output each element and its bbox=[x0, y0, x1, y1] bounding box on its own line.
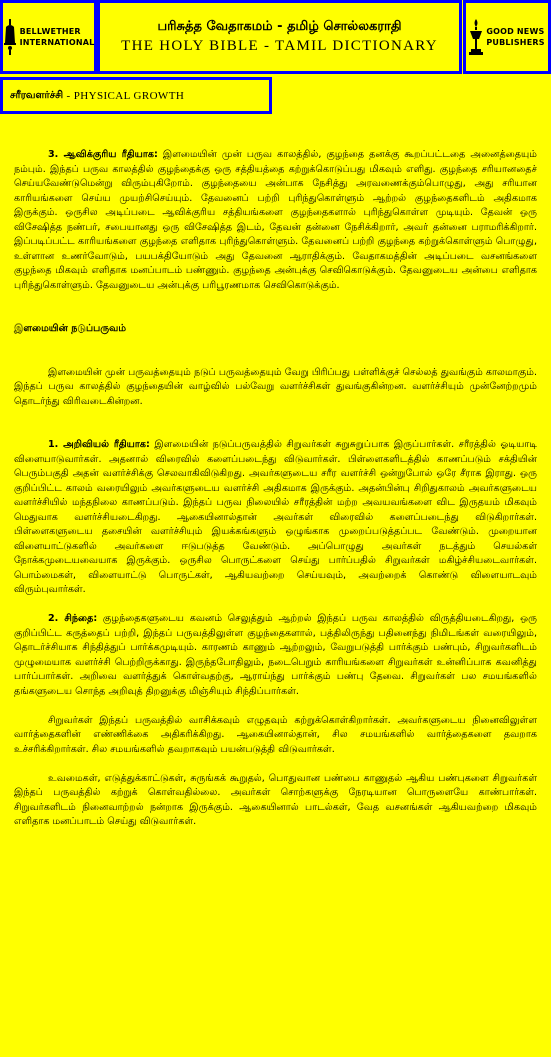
dictionary-title-box bbox=[97, 0, 462, 74]
paragraph-mind bbox=[14, 612, 537, 699]
publisher-logo-right bbox=[463, 0, 551, 74]
paragraph-text: இளமையின் முன் பருவ காலத்தில், குழந்தை தனக்கு கூறப்பட்டதை அனைத்தையும் நம்பும். இந்தப் பருவ காலத்தில் குழந்தைக்கு ஒரு சத்தியத்தை கற்றுக்கொடுப்பது மிகவும் எளிது. குழந்தை சரியானதைச் செய்யவேண்டுமென்று விரும்புகிறோம். குழந்தையை அன்பாக நேசித்து அரவணைக்கும்பொழுது, அது சரியான காரியங்களை செய்ய முயற்சிசெய்யும். தேவனைப் பற்றி புரிந்துகொள்ளும் ஆற்றல் குழந்தைகளிடம் அதிகமாக இருக்கும். ஒருசில அடிப்படை ஆவிக்குரிய சத்தியங்களை குழந்தைகளால் புரிந்துகொள்ள முடியும். தேவன் ஒரு விசேஷித்த நண்பர், சபையானது ஒரு விசேஷித்த இடம், தேவன் தன்னை நேசிக்கிறார், அவர் தன்னை பராமரிக்கிறார். இப்படிப்பட்ட காரியங்களை குழந்தை எளிதாக புரிந்துகொள்ளும். தேவனைப் பற்றி குழந்தை கற்றுக்கொள்ளும் பொழுது, உள்ளான உணர்வோடும், பயபக்தியோடும் அது தேவனை ஆராதிக்கும். வேதாகமத்தின் அடிப்படை வசனங்களை குழந்தை மிகவும் எளிதாக மனப்பாடம் பண்ணும். குழந்தை அன்புக்கு செவிகொடுக்கும். தேவனுடைய அன்பை எளிதாக புரிந்துகொள்ளும். தேவனுடைய அன்புக்கு பரிபூரணமாக செவிகொடுக்கும். bbox=[14, 149, 538, 291]
paragraph-memory bbox=[14, 772, 537, 830]
logo-right-line2: PUBLISHERS bbox=[486, 38, 545, 47]
paragraph-text: குழந்தைகளுடைய கவனம் செலுத்தும் ஆற்றல் இந்தப் பருவ காலத்தில் விருத்தியடைகிறது, ஒரு குறிப்பிட்ட கருத்தைப் பற்றி, இந்தப் பருவத்திலுள்ள குழந்தைகளால், பத்திலிருந்து பதினைந்து நிமிடங்கள் வரையிலும், தொடர்ச்சியாக சிந்தித்துப் பார்க்கமுடியும். காரணம் காணும் ஆற்றலும், வேறுபடுத்தி பார்க்கும் பண்பும், சிறுவர்களிடம் முழுமையாக வளர்ச்சி பெற்றிருக்காது. இருந்தபோதிலும், நடைபெறும் காரியங்களை சிறுவர்கள் உன்னிப்பாக கவனித்து பார்ப்பார்கள். அறிவை வளர்த்துக் கொள்வதற்கு, ஆராய்ந்து பார்க்கும் பண்பு தேவை. சிறுவர்கள் பல சமயங்களில் தங்களுடைய சொந்த அறிவுத் திறனுக்கு மிஞ்சியும் சிந்திப்பார்கள். bbox=[14, 613, 538, 697]
title-tamil: பரிசுத்த வேதாகமம் - தமிழ் சொல்லகராதி bbox=[157, 19, 402, 34]
title-english: THE HOLY BIBLE - TAMIL DICTIONARY bbox=[121, 38, 438, 54]
paragraph-text: சிறுவர்கள் இந்தப் பருவத்தில் வாசிக்கவும் எழுதவும் கற்றுக்கொள்கிறார்கள். அவர்களுடைய நினைவிலுள்ள வார்த்தைகளின் எண்ணிக்கை அதிகரிக்கிறது. ஆகையினால்தான், சில சமயங்களில் வார்த்தைகளை தவறாக உச்சரிக்கிறார்கள். சில சமயங்களில் தவறாகவும் பயன்படுத்தி விடுவார்கள். bbox=[14, 714, 537, 755]
paragraph-lead: 1. அறிவியல் ரீதியாக: bbox=[48, 439, 150, 450]
section-title-tamil: சரீரவளர்ச்சி bbox=[10, 89, 64, 101]
article-body bbox=[14, 148, 537, 844]
section-title-english: - PHYSICAL GROWTH bbox=[66, 89, 185, 102]
paragraph-text: இளமையின் முன் பருவத்தையும் நடுப் பருவத்தையும் வேறு பிரிப்பது பள்ளிக்குச் செல்லத் துவங்கும் காலமாகும். இந்தப் பருவ காலத்தில் குழந்தையின் வாழ்வில் பல்வேறு வளர்ச்சிகள் துவங்குகின்றன. வளர்ச்சியும் முன்னேற்றமும் தொடர்ந்து விரிவடைகின்றன. bbox=[14, 366, 537, 407]
logo-left-line2: INTERNATIONAL bbox=[19, 38, 95, 47]
publisher-logo-left bbox=[0, 0, 97, 74]
logo-right-line1: GOOD NEWS bbox=[486, 27, 545, 36]
paragraph-text: உவமைகள், எடுத்துக்காட்டுகள், சுருங்கக் கூறுதல், பொதுவான பண்பை காணுதல் ஆகிய பண்புகளை சிறுவர்கள் இந்தப் பருவத்தில் கற்றுக் கொள்வதில்லை. அவர்கள் சொற்களுக்கு நேரடியான பொருளையே காண்பார்கள். சிறுவர்களிடம் நினைவாற்றல் நன்றாக இருக்கும். ஆகையினால் பாடல்கள், வேத வசனங்கள் ஆகியவற்றை மிகவும் எளிதாக மனப்பாடம் செய்து விடுவார்கள். bbox=[14, 772, 537, 827]
paragraph-lead: 2. சிந்தை: bbox=[48, 613, 98, 624]
paragraph-text: இளமையின் நடுப்பருவத்தில் சிறுவர்கள் சுறுசுறுப்பாக இருப்பார்கள். சரீரத்தில் ஓடியாடி விளையாடுவார்கள். அதனால் விரைவில் களைப்படைந்து விடுவார்கள். பிள்ளைகளிடத்தில் காணப்படும் சக்தியின் பெரும்பகுதி அதன் வளர்ச்சிக்கு செலவாகிவிடுகிறது. அவர்களுடைய சரீர வளர்ச்சி ஒன்றுபோல் ஒரே சீராக இராது. ஒரு குறிப்பிட்ட காலம் வரையிலும் அவர்களுடைய வளர்ச்சி அதிகமாக இருக்கும். அதன்பின்பு சிறிதுகாலம் அவர்களுடைய வளர்ச்சியில் மந்தநிலை காணப்படும். இந்தப் பருவ நிலையில் சரீரத்தின் மற்ற அவயவங்களை விட இருதயம் மிகவும் மெதுவாக வளர்ச்சியடைகிறது. ஆகையினால்தான் அவர்கள் விரைவில் களைப்படைந்து விடுகிறார்கள். பிள்ளைகளுடைய தசையின் வளர்ச்சியும் இயக்கங்களும் ஒழுங்காக முறைப்படுத்தப்பட வேண்டும். முறையான விளையாட்டுகளில் அவர்களை ஈடுபடுத்த வேண்டும். அப்பொழுது அவர்கள் நடத்தும் செயல்கள் நோக்கமுடையவையாக இருக்கும். ஒருசில பொருட்களை செய்து பார்ப்பதில் சிறுவர்கள் மகிழ்ச்சியடைவார்கள். பொம்மைகள், விளையாட்டு பொருட்கள், ஆகியவற்றை செய்யவும், அவற்றைக் கொண்டு விளையாடவும் விரும்புவார்கள். bbox=[14, 439, 537, 595]
paragraph-spiritual bbox=[14, 148, 537, 293]
paragraph-lead: 3. ஆவிக்குரிய ரீதியாக: bbox=[48, 149, 158, 160]
paragraph-intro bbox=[14, 366, 537, 410]
bell-icon bbox=[3, 19, 17, 55]
paragraph-physical bbox=[14, 438, 537, 598]
subsection-heading: இளமையின் நடுப்பருவம் bbox=[14, 323, 127, 334]
lamp-icon bbox=[469, 19, 483, 55]
section-title-box bbox=[0, 77, 272, 114]
paragraph-reading bbox=[14, 714, 537, 758]
logo-left-line1: BELLWETHER bbox=[19, 27, 81, 36]
